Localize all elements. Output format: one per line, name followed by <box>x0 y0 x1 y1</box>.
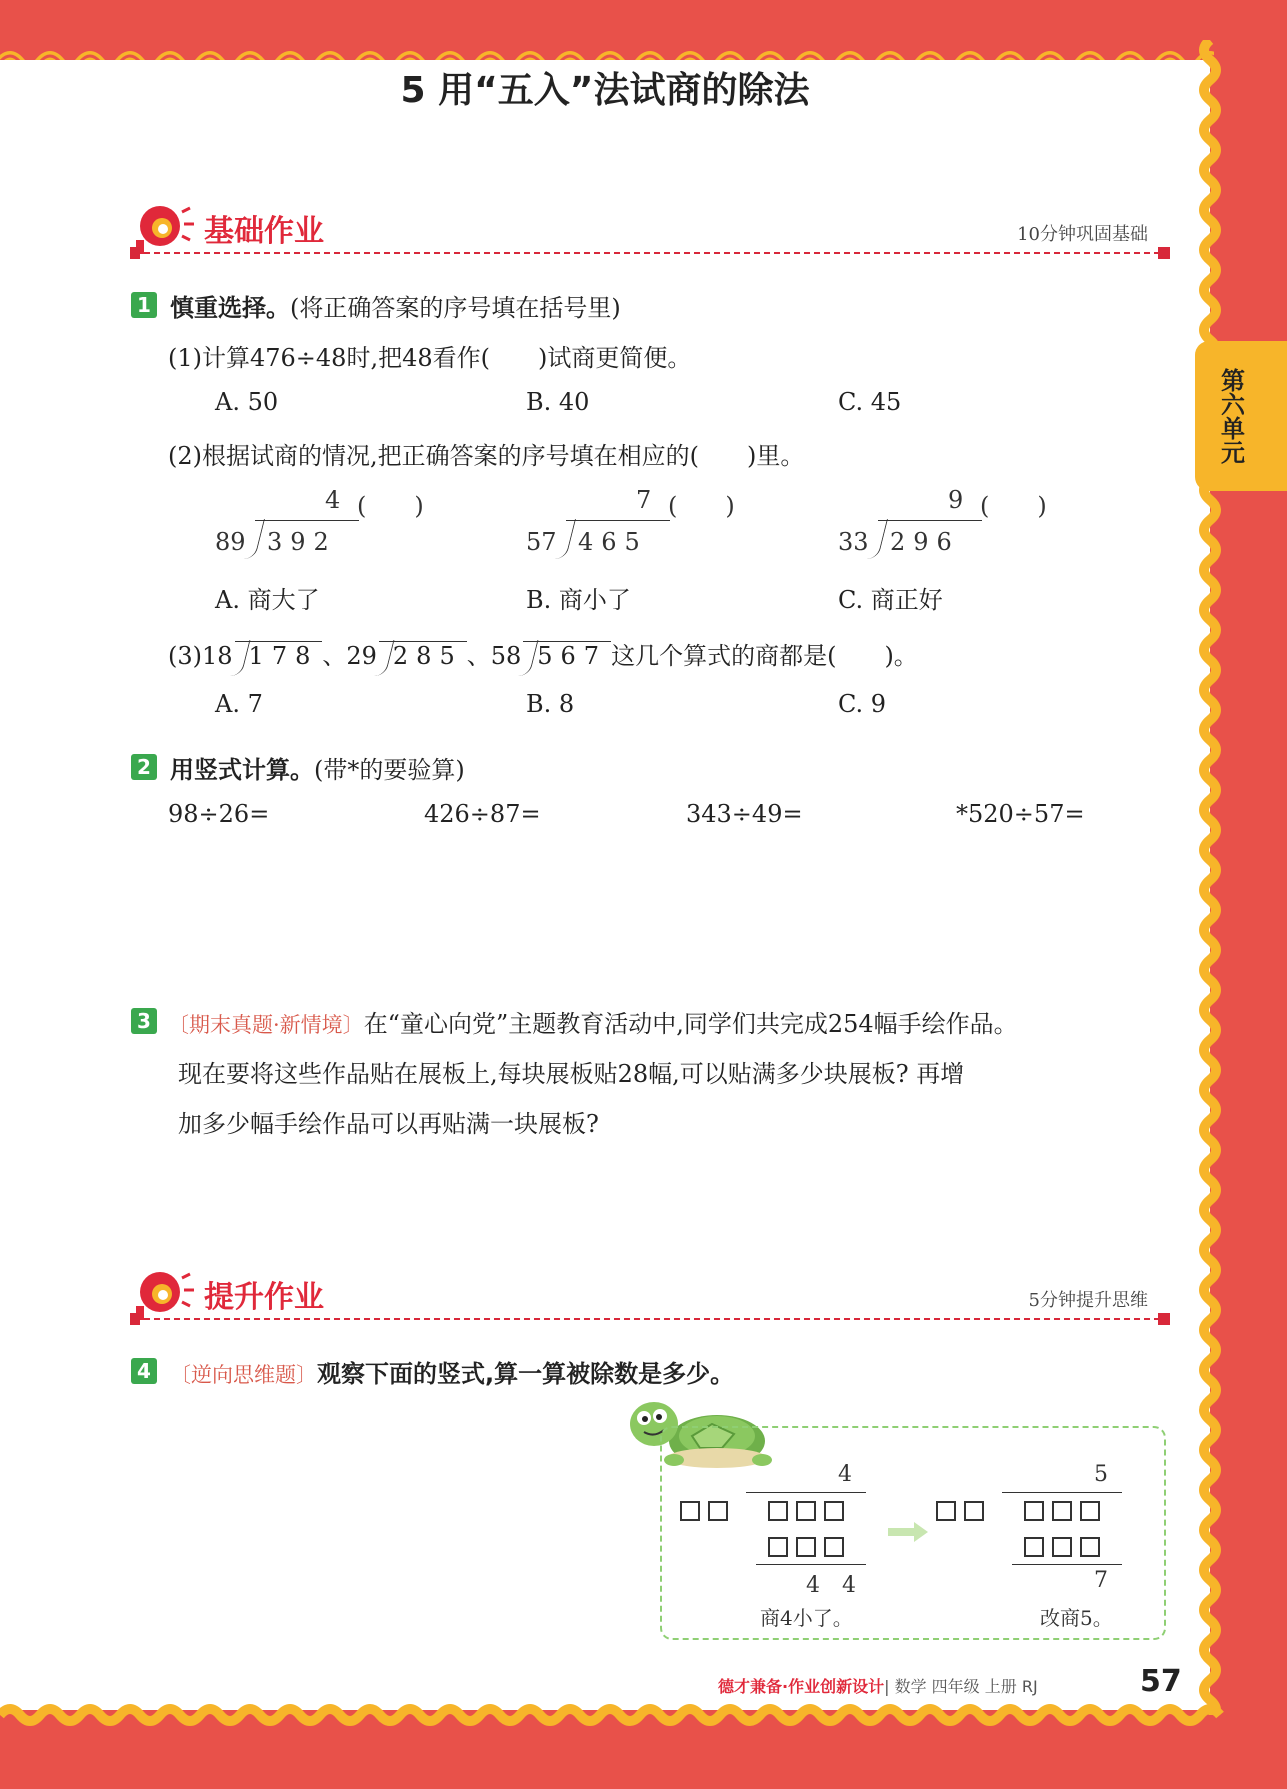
part-suffix: 这几个算式的商都是( )。 <box>611 642 918 670</box>
dividend: 285 <box>379 641 467 670</box>
q3-line-1 <box>168 1004 1018 1039</box>
quotient: 4 <box>325 486 341 514</box>
divisor: 89 <box>215 528 246 556</box>
question-title <box>170 750 465 785</box>
dividend-boxes <box>1024 1500 1108 1521</box>
q1-part1-text: (1)计算476÷48时,把48看作( )试商更简便。 <box>168 344 692 372</box>
long-division <box>526 486 786 566</box>
question-tag: 〔期末真题·新情境〕 <box>168 1013 364 1037</box>
blank-box[interactable] <box>768 1537 788 1557</box>
product-boxes <box>1024 1536 1108 1557</box>
bottom-wave-border <box>0 1693 1287 1737</box>
blank-box[interactable] <box>1080 1501 1100 1521</box>
question-title-text: 观察下面的竖式,算一算被除数是多少。 <box>317 1360 735 1388</box>
caption: 商4小了。 <box>760 1606 853 1630</box>
page-number: 57 <box>1140 1664 1182 1699</box>
dividend: 296 <box>890 528 960 556</box>
long-division <box>215 486 475 566</box>
calc-problem: 343÷49= <box>686 800 803 828</box>
q1-part2-text: (2)根据试商的情况,把正确答案的序号填在相应的( )里。 <box>168 442 805 470</box>
option-c: C. 45 <box>838 388 902 416</box>
quotient: 9 <box>948 486 964 514</box>
question-number: 2 <box>131 754 157 780</box>
subtraction-bar <box>1012 1564 1122 1565</box>
question-number: 4 <box>131 1358 157 1384</box>
blank-box[interactable] <box>796 1501 816 1521</box>
section-basic-hint: 10分钟巩固基础 <box>1017 224 1148 245</box>
quotient: 4 <box>838 1462 852 1487</box>
part-prefix: (3) <box>168 642 202 670</box>
divisor: 29 <box>346 642 377 670</box>
blank-box[interactable] <box>708 1501 728 1521</box>
section-divider-end <box>130 247 140 259</box>
blank-box[interactable] <box>824 1537 844 1557</box>
dividend: 178 <box>235 641 323 670</box>
blank-box[interactable] <box>768 1501 788 1521</box>
division-bar <box>746 1492 866 1493</box>
section-divider <box>134 1318 1170 1320</box>
lightbulb-icon <box>130 200 200 256</box>
section-advanced-header <box>130 1266 1170 1326</box>
blank-box[interactable] <box>796 1537 816 1557</box>
arrow-right-icon <box>888 1522 928 1542</box>
option-b: B. 8 <box>526 690 575 718</box>
section-divider <box>134 252 1170 254</box>
blank-box[interactable] <box>1024 1501 1044 1521</box>
section-basic-header <box>130 200 1170 260</box>
section-basic-title: 基础作业 <box>204 214 324 249</box>
option-b: B. 40 <box>526 388 590 416</box>
section-divider-end <box>1158 247 1170 259</box>
separator: 、 <box>322 642 347 670</box>
calc-problem: *520÷57= <box>956 800 1085 828</box>
q1-part3-text <box>168 636 918 671</box>
lightbulb-icon <box>130 1266 200 1322</box>
blank-box[interactable] <box>936 1501 956 1521</box>
divisor: 18 <box>202 642 233 670</box>
option-b: B. 商小了 <box>526 586 631 614</box>
option-a: A. 商大了 <box>215 586 320 614</box>
unit-tab: 第六单元 <box>1195 341 1287 491</box>
divisor: 33 <box>838 528 869 556</box>
subtraction-bar <box>756 1564 866 1565</box>
q3-line-3: 加多少幅手绘作品可以再贴满一块展板? <box>178 1110 599 1138</box>
section-divider-end <box>1158 1313 1170 1325</box>
dividend: 567 <box>523 641 611 670</box>
quotient: 5 <box>1094 1462 1108 1487</box>
question-title <box>170 1354 734 1389</box>
remainder: 7 <box>1094 1568 1108 1593</box>
blank-box[interactable] <box>1080 1537 1100 1557</box>
option-a: A. 50 <box>215 388 279 416</box>
divisor-boxes <box>936 1500 992 1521</box>
q3-line-2: 现在要将这些作品贴在展板上,每块展板贴28幅,可以贴满多少块展板? 再增 <box>178 1060 965 1088</box>
blank-box[interactable] <box>1052 1501 1072 1521</box>
separator: 、 <box>466 642 491 670</box>
page-title: 5 用“五入”法试商的除法 <box>400 70 810 111</box>
caption: 改商5。 <box>1040 1606 1113 1630</box>
option-a: A. 7 <box>215 690 263 718</box>
question-note: (带*的要验算) <box>314 756 465 784</box>
footer-brand <box>718 1674 1038 1697</box>
question-number: 3 <box>131 1008 157 1034</box>
blank-box[interactable] <box>680 1501 700 1521</box>
divisor-boxes <box>680 1500 736 1521</box>
section-divider-end <box>130 1313 140 1325</box>
division-bar <box>1002 1492 1122 1493</box>
section-advanced-hint: 5分钟提升思维 <box>1028 1290 1148 1311</box>
dividend: 392 <box>267 528 337 556</box>
calc-problem: 98÷26= <box>168 800 270 828</box>
option-c: C. 9 <box>838 690 887 718</box>
q3-text: 在“童心向党”主题教育活动中,同学们共完成254幅手绘作品。 <box>363 1010 1018 1038</box>
question-title-text: 慎重选择。 <box>170 294 290 322</box>
question-title-text: 用竖式计算。 <box>170 756 314 784</box>
blank-box[interactable] <box>1024 1537 1044 1557</box>
remainder: 4 4 <box>806 1573 856 1598</box>
question-number: 1 <box>131 292 157 318</box>
answer-blank: ( ) <box>357 492 424 520</box>
brand-text: 德才兼备·作业创新设计 <box>718 1677 885 1696</box>
option-c: C. 商正好 <box>838 586 943 614</box>
question-note: (将正确答案的序号填在括号里) <box>290 294 621 322</box>
divisor: 57 <box>526 528 557 556</box>
footer-subject: | 数学 四年级 上册 RJ <box>884 1677 1038 1696</box>
blank-box[interactable] <box>964 1501 984 1521</box>
calc-problem: 426÷87= <box>424 800 541 828</box>
question-title <box>170 288 621 323</box>
divisor: 58 <box>490 642 522 670</box>
blank-box[interactable] <box>824 1501 844 1521</box>
dividend-boxes <box>768 1500 852 1521</box>
question-tag: 〔逆向思维题〕 <box>170 1363 317 1387</box>
quotient: 7 <box>636 486 652 514</box>
answer-blank: ( ) <box>668 492 735 520</box>
long-division <box>838 486 1098 566</box>
answer-blank: ( ) <box>980 492 1047 520</box>
section-advanced-title: 提升作业 <box>204 1280 324 1315</box>
blank-box[interactable] <box>1052 1537 1072 1557</box>
right-wave-border <box>1192 40 1236 1737</box>
dividend: 465 <box>578 528 648 556</box>
product-boxes <box>768 1536 852 1557</box>
